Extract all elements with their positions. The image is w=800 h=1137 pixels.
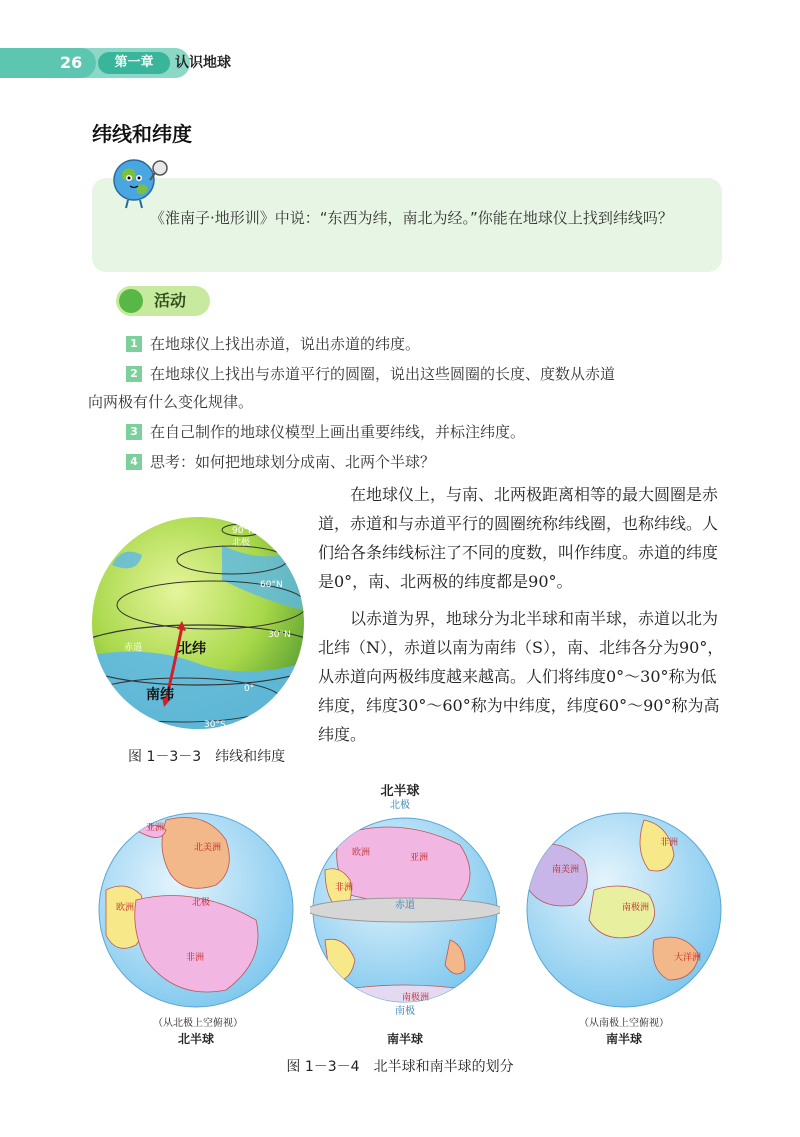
figure-caption: 图 1－3－3 纬线和纬度: [128, 749, 286, 765]
top-north-pole: 北极: [390, 800, 410, 811]
label-equator: 赤道: [124, 643, 143, 653]
page-header: [0, 48, 800, 78]
activity-text: 活动: [154, 291, 187, 310]
continent-label: 亚洲: [410, 853, 429, 863]
continent-label: 南美洲: [552, 865, 580, 875]
body-text: [318, 480, 724, 757]
body-paragraph: 在地球仪上，与南、北两极距离相等的最大圆圈是赤道，赤道和与赤道平行的圆圈统称纬线圈，也称纬线。人们给各条纬线标注了不同的度数，叫作纬度。赤道的纬度是0°，南、北两极的纬度都是90°。: [318, 485, 719, 591]
hemispheres-figure: [0, 780, 800, 1046]
label-60n: 60°N: [260, 580, 283, 590]
task-number: 4: [126, 454, 142, 470]
northern-hemisphere-globe: [96, 810, 296, 1010]
section-title: 纬线和纬度: [92, 122, 192, 146]
body-paragraph: 以赤道为界，地球分为北半球和南半球，赤道以北为北纬（N），赤道以南为南纬（S），南、北纬各分为90°，从赤道向两极纬度越来越高。人们将纬度0°～30°称为低纬度，纬度30°～60°称为中纬度，纬度60°～90°称为高纬度。: [318, 609, 724, 744]
southern-hemisphere-globe: [524, 810, 724, 1010]
figure-caption: 图 1－3－4 北半球和南半球的划分: [286, 1059, 514, 1075]
intro-box: [92, 178, 722, 272]
task-number: 3: [126, 424, 142, 440]
continent-label: 非洲: [186, 953, 205, 963]
northern-view-note: （从北极上空俯视）: [153, 1018, 243, 1029]
continent-label: 南极洲: [622, 903, 650, 913]
intro-text: 《淮南子·地形训》中说：“东西为纬，南北为经。”你能在地球仪上找到纬线吗？: [150, 209, 673, 227]
label-30s: 30°S: [204, 720, 226, 730]
continent-label: 大洋洲: [674, 953, 702, 963]
continent-label: 非洲: [335, 883, 354, 893]
task-text: 在自己制作的地球仪模型上画出重要纬线，并标注纬度。: [150, 423, 526, 441]
latitude-globe-figure: [92, 505, 314, 740]
task-text: 在地球仪上找出与赤道平行的圆圈，说出这些圆圈的长度、度数从赤道: [150, 365, 616, 383]
globe-mascot-icon: [108, 150, 170, 212]
label-0: 0°: [244, 684, 255, 694]
northern-title: 北半球: [177, 1032, 214, 1046]
label-north-pole: 北极: [232, 538, 251, 548]
southern-view-note: （从南极上空俯视）: [579, 1018, 669, 1029]
southern-title: 南半球: [605, 1032, 642, 1046]
continent-label: 欧洲: [352, 848, 371, 858]
continent-label: 北美洲: [194, 843, 222, 853]
chapter-title: 认识地球: [175, 55, 231, 71]
activity-task-list: [88, 330, 728, 478]
activity-icon: [119, 289, 143, 313]
task-text: 思考：如何把地球划分成南、北两个半球？: [150, 453, 436, 471]
task-number: 1: [126, 336, 142, 352]
continent-label: 北极: [192, 898, 211, 908]
activity-label: [116, 286, 210, 316]
middle-south-pole: 南极: [395, 1006, 415, 1017]
continent-label: 南极洲: [402, 993, 430, 1003]
label-north-latitude: 北纬: [178, 641, 206, 657]
page-number: 26: [0, 48, 96, 78]
activity-task: [88, 418, 728, 446]
middle-title: 南半球: [386, 1032, 423, 1046]
continent-label: 非洲: [660, 838, 679, 848]
continent-label: 欧洲: [116, 903, 135, 913]
label-90n: 90°N: [232, 526, 255, 536]
middle-equator-label: 赤道: [395, 900, 415, 911]
task-text-continued: 向两极有什么变化规律。: [88, 393, 254, 411]
activity-task: [88, 330, 728, 358]
label-south-latitude: 南纬: [146, 687, 174, 703]
task-text: 在地球仪上找出赤道，说出赤道的纬度。: [150, 335, 421, 353]
activity-task: [88, 360, 728, 416]
task-number: 2: [126, 366, 142, 382]
top-title-northern: 北半球: [380, 784, 420, 799]
continent-label: 亚洲: [146, 823, 165, 833]
chapter-badge: 第一章: [98, 52, 170, 74]
label-30n: 30°N: [268, 630, 291, 640]
activity-task: [88, 448, 728, 476]
